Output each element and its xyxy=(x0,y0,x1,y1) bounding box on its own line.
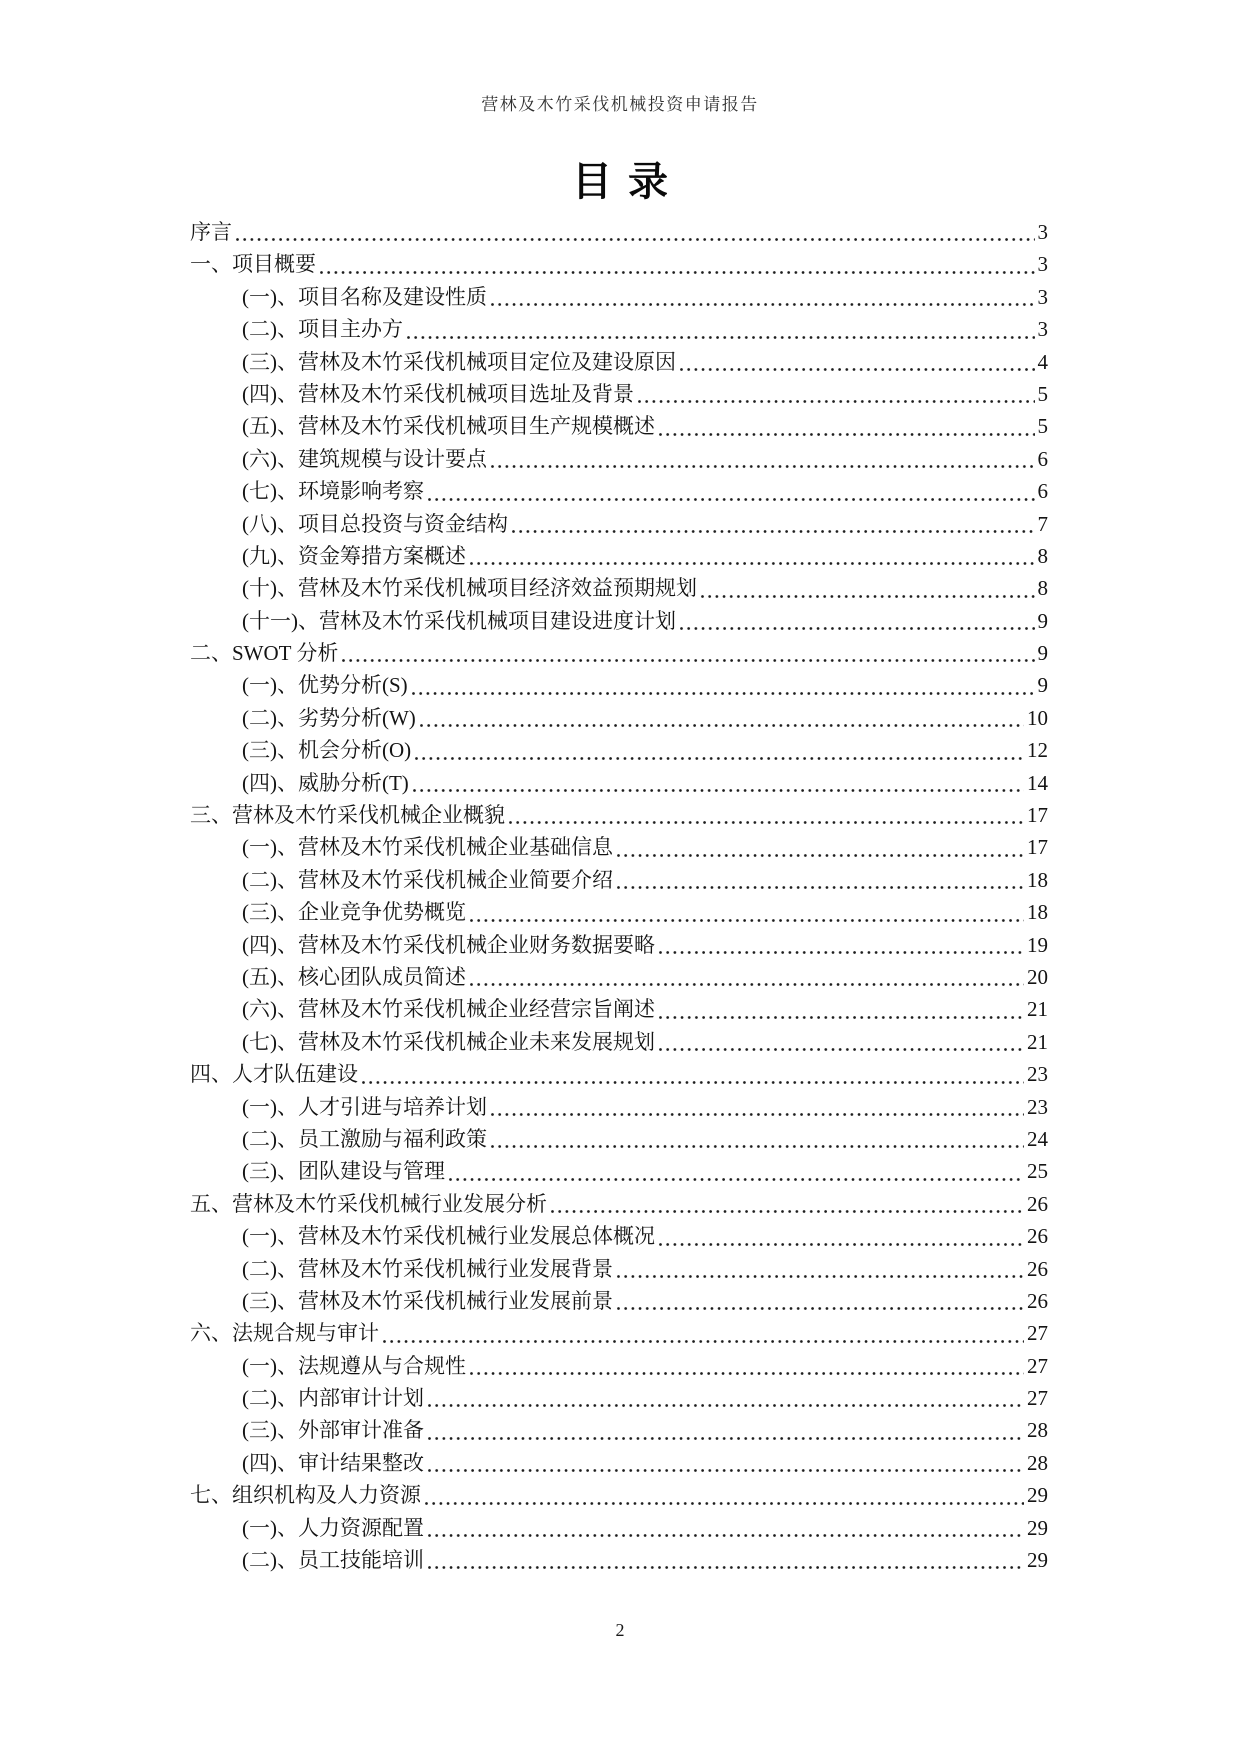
toc-entry-page-number: 7 xyxy=(1037,511,1048,536)
dot-leader xyxy=(509,821,1024,824)
dot-leader xyxy=(512,530,1035,533)
toc-entry-label: (二)、项目主办方 xyxy=(242,317,403,342)
toc-entry[interactable] xyxy=(190,1382,1048,1414)
toc-entry-label: (一)、人才引进与培养计划 xyxy=(242,1094,487,1119)
toc-entry-label: (二)、员工激励与福利政策 xyxy=(242,1126,487,1151)
dot-leader xyxy=(491,303,1035,306)
toc-entry-label: (三)、团队建设与管理 xyxy=(242,1159,445,1184)
dot-leader xyxy=(470,562,1035,565)
dot-leader xyxy=(617,1307,1024,1310)
dot-leader xyxy=(659,1243,1024,1246)
dot-leader xyxy=(383,1340,1024,1343)
toc-entry[interactable] xyxy=(190,216,1048,248)
toc-entry-page-number: 29 xyxy=(1027,1548,1048,1573)
toc-entry-page-number: 29 xyxy=(1027,1515,1048,1540)
toc-entry[interactable] xyxy=(190,443,1048,475)
toc-entry-label: (七)、环境影响考察 xyxy=(242,479,424,504)
toc-entry[interactable] xyxy=(190,572,1048,604)
toc-entry[interactable] xyxy=(190,1155,1048,1187)
toc-entry[interactable] xyxy=(190,281,1048,313)
toc-entry-label: 六、法规合规与审计 xyxy=(190,1321,379,1346)
toc-entry-label: (六)、建筑规模与设计要点 xyxy=(242,446,487,471)
toc-entry[interactable] xyxy=(190,1091,1048,1123)
toc-entry[interactable] xyxy=(190,1026,1048,1058)
toc-entry-page-number: 29 xyxy=(1027,1483,1048,1508)
toc-entry[interactable] xyxy=(190,1058,1048,1090)
toc-entry-page-number: 23 xyxy=(1027,1062,1048,1087)
dot-leader xyxy=(617,886,1024,889)
toc-entry-label: (三)、外部审计准备 xyxy=(242,1418,424,1443)
toc-entry-label: (四)、审计结果整改 xyxy=(242,1450,424,1475)
dot-leader xyxy=(491,1113,1024,1116)
toc-entry-page-number: 26 xyxy=(1027,1224,1048,1249)
toc-entry-page-number: 6 xyxy=(1037,479,1048,504)
toc-entry-label: (二)、营林及木竹采伐机械企业简要介绍 xyxy=(242,867,613,892)
toc-entry-label: 五、营林及木竹采伐机械行业发展分析 xyxy=(190,1191,547,1216)
dot-leader xyxy=(470,919,1024,922)
dot-leader xyxy=(470,983,1024,986)
toc-entry-label: (一)、营林及木竹采伐机械企业基础信息 xyxy=(242,835,613,860)
toc-entry-label: (三)、机会分析(O) xyxy=(242,738,412,763)
toc-entry-label: (一)、法规遵从与合规性 xyxy=(242,1353,466,1378)
toc-entry-label: (九)、资金筹措方案概述 xyxy=(242,543,466,568)
toc-entry[interactable] xyxy=(190,410,1048,442)
dot-leader xyxy=(638,400,1035,403)
toc-entry-label: (一)、营林及木竹采伐机械行业发展总体概况 xyxy=(242,1224,655,1249)
toc-entry-page-number: 9 xyxy=(1037,608,1048,633)
toc-entry-page-number: 18 xyxy=(1027,867,1048,892)
dot-leader xyxy=(362,1081,1024,1084)
toc-entry-label: (六)、营林及木竹采伐机械企业经营宗旨阐述 xyxy=(242,997,655,1022)
toc-entry[interactable] xyxy=(190,669,1048,701)
toc-entry[interactable] xyxy=(190,734,1048,766)
toc-entry-page-number: 9 xyxy=(1037,673,1048,698)
toc-entry-page-number: 17 xyxy=(1027,803,1048,828)
dot-leader xyxy=(491,1145,1024,1148)
dot-leader xyxy=(659,433,1035,436)
dot-leader xyxy=(449,1178,1024,1181)
toc-entry-page-number: 23 xyxy=(1027,1094,1048,1119)
toc-entry-page-number: 9 xyxy=(1037,641,1048,666)
toc-entry-page-number: 24 xyxy=(1027,1126,1048,1151)
toc-entry-label: (一)、人力资源配置 xyxy=(242,1515,424,1540)
toc-entry-page-number: 6 xyxy=(1037,446,1048,471)
toc-entry[interactable] xyxy=(190,831,1048,863)
toc-entry-label: (三)、企业竞争优势概览 xyxy=(242,900,466,925)
dot-leader xyxy=(659,1016,1024,1019)
toc-entry-page-number: 25 xyxy=(1027,1159,1048,1184)
toc-entry-label: (五)、营林及木竹采伐机械项目生产规模概述 xyxy=(242,414,655,439)
toc-entry-label: (十一)、营林及木竹采伐机械项目建设进度计划 xyxy=(242,608,676,633)
dot-leader xyxy=(428,1437,1024,1440)
toc-entry[interactable] xyxy=(190,1123,1048,1155)
toc-entry-page-number: 14 xyxy=(1027,770,1048,795)
toc-entry-label: (四)、营林及木竹采伐机械项目选址及背景 xyxy=(242,381,634,406)
toc-entry-page-number: 28 xyxy=(1027,1418,1048,1443)
toc-entry-label: (四)、营林及木竹采伐机械企业财务数据要略 xyxy=(242,932,655,957)
toc-entry-label: (三)、营林及木竹采伐机械行业发展前景 xyxy=(242,1288,613,1313)
dot-leader xyxy=(680,368,1035,371)
toc-entry-label: 七、组织机构及人力资源 xyxy=(190,1483,421,1508)
toc-entry[interactable] xyxy=(190,767,1048,799)
dot-leader xyxy=(428,498,1035,501)
toc-entry-page-number: 3 xyxy=(1037,220,1048,244)
toc-entry[interactable] xyxy=(190,1512,1048,1544)
dot-leader xyxy=(659,951,1024,954)
dot-leader xyxy=(413,789,1024,792)
toc-entry-page-number: 27 xyxy=(1027,1353,1048,1378)
running-header-title: 营林及木竹采伐机械投资申请报告 xyxy=(481,95,759,114)
dot-leader xyxy=(701,595,1035,598)
toc-entry[interactable] xyxy=(190,1188,1048,1220)
toc-entry-label: (十)、营林及木竹采伐机械项目经济效益预期规划 xyxy=(242,576,697,601)
toc-entry-page-number: 27 xyxy=(1027,1321,1048,1346)
toc-entry-label: 二、SWOT 分析 xyxy=(190,641,339,666)
toc-entry[interactable] xyxy=(190,313,1048,345)
toc-entry-page-number: 12 xyxy=(1027,738,1048,763)
toc-entry-page-number: 26 xyxy=(1027,1256,1048,1281)
toc-entry-page-number: 3 xyxy=(1037,252,1048,277)
toc-entry-label: (二)、劣势分析(W) xyxy=(242,705,416,730)
toc-entry-label: (二)、营林及木竹采伐机械行业发展背景 xyxy=(242,1256,613,1281)
toc-entry-page-number: 20 xyxy=(1027,964,1048,989)
toc-entry[interactable] xyxy=(190,896,1048,928)
toc-entry-label: (五)、核心团队成员简述 xyxy=(242,964,466,989)
dot-leader xyxy=(407,336,1035,339)
footer-page-number: 2 xyxy=(615,1620,625,1640)
toc-entry[interactable] xyxy=(190,540,1048,572)
toc-entry[interactable] xyxy=(190,248,1048,280)
toc-entry-page-number: 5 xyxy=(1037,414,1048,439)
dot-leader xyxy=(659,1048,1024,1051)
toc-entry-label: (一)、项目名称及建设性质 xyxy=(242,284,487,309)
toc-entry[interactable] xyxy=(190,1317,1048,1349)
toc-entry-page-number: 8 xyxy=(1037,543,1048,568)
toc-entry-page-number: 5 xyxy=(1037,381,1048,406)
toc-entry-page-number: 26 xyxy=(1027,1191,1048,1216)
dot-leader xyxy=(428,1404,1024,1407)
toc-entry[interactable] xyxy=(190,346,1048,378)
toc-entry[interactable] xyxy=(190,961,1048,993)
toc-title: 目 录 xyxy=(572,159,668,204)
toc-entry-label: 一、项目概要 xyxy=(190,252,316,277)
toc-entry-label: 序言 xyxy=(190,220,232,244)
toc-entry-page-number: 27 xyxy=(1027,1386,1048,1411)
toc-entry-page-number: 17 xyxy=(1027,835,1048,860)
dot-leader xyxy=(342,659,1034,662)
toc-entry[interactable] xyxy=(190,1447,1048,1479)
toc-entry-page-number: 10 xyxy=(1027,705,1048,730)
dot-leader xyxy=(617,854,1024,857)
dot-leader xyxy=(551,1210,1024,1213)
toc-entry[interactable] xyxy=(190,993,1048,1025)
toc-entry-page-number: 28 xyxy=(1027,1450,1048,1475)
toc-entry-label: (七)、营林及木竹采伐机械企业未来发展规划 xyxy=(242,1029,655,1054)
toc-entry-page-number: 3 xyxy=(1037,317,1048,342)
toc-entry[interactable] xyxy=(190,799,1048,831)
dot-leader xyxy=(236,238,1035,241)
toc-entry[interactable] xyxy=(190,864,1048,896)
dot-leader xyxy=(428,1469,1024,1472)
toc-entry-page-number: 18 xyxy=(1027,900,1048,925)
dot-leader xyxy=(617,1275,1024,1278)
toc-entry[interactable] xyxy=(190,1253,1048,1285)
dot-leader xyxy=(428,1566,1024,1569)
toc-entry[interactable] xyxy=(190,1544,1048,1576)
toc-entry-label: (八)、项目总投资与资金结构 xyxy=(242,511,508,536)
toc-entry[interactable] xyxy=(190,475,1048,507)
toc-entry[interactable] xyxy=(190,702,1048,734)
toc-entry[interactable] xyxy=(190,378,1048,410)
toc-entry-page-number: 8 xyxy=(1037,576,1048,601)
dot-leader xyxy=(415,757,1024,760)
toc-entry-page-number: 26 xyxy=(1027,1288,1048,1313)
toc-entry-page-number: 4 xyxy=(1037,349,1048,374)
toc-entry-page-number: 3 xyxy=(1037,284,1048,309)
toc-entry[interactable] xyxy=(190,1414,1048,1446)
toc-entry-label: 四、人才队伍建设 xyxy=(190,1062,358,1087)
toc-entry[interactable] xyxy=(190,1350,1048,1382)
toc-entry-label: 三、营林及木竹采伐机械企业概貌 xyxy=(190,803,505,828)
dot-leader xyxy=(470,1372,1024,1375)
toc-entry-label: (二)、内部审计计划 xyxy=(242,1386,424,1411)
toc-entry[interactable] xyxy=(190,1285,1048,1317)
toc-entry-page-number: 21 xyxy=(1027,997,1048,1022)
dot-leader xyxy=(428,1534,1024,1537)
dot-leader xyxy=(680,627,1035,630)
dot-leader xyxy=(491,465,1035,468)
toc-entry[interactable] xyxy=(190,508,1048,540)
toc-entry-label: (一)、优势分析(S) xyxy=(242,673,408,698)
toc-entry[interactable] xyxy=(190,605,1048,637)
toc-entry-page-number: 21 xyxy=(1027,1029,1048,1054)
dot-leader xyxy=(420,724,1024,727)
toc-entry-label: (四)、威胁分析(T) xyxy=(242,770,409,795)
toc-entry-label: (三)、营林及木竹采伐机械项目定位及建设原因 xyxy=(242,349,676,374)
toc-entry-label: (二)、员工技能培训 xyxy=(242,1548,424,1573)
toc-list xyxy=(190,216,1048,1576)
toc-entry-page-number: 19 xyxy=(1027,932,1048,957)
dot-leader xyxy=(425,1502,1024,1505)
toc-entry[interactable] xyxy=(190,637,1048,669)
toc-entry[interactable] xyxy=(190,1220,1048,1252)
toc-entry[interactable] xyxy=(190,929,1048,961)
toc-entry[interactable] xyxy=(190,1479,1048,1511)
dot-leader xyxy=(320,271,1035,274)
dot-leader xyxy=(412,692,1035,695)
